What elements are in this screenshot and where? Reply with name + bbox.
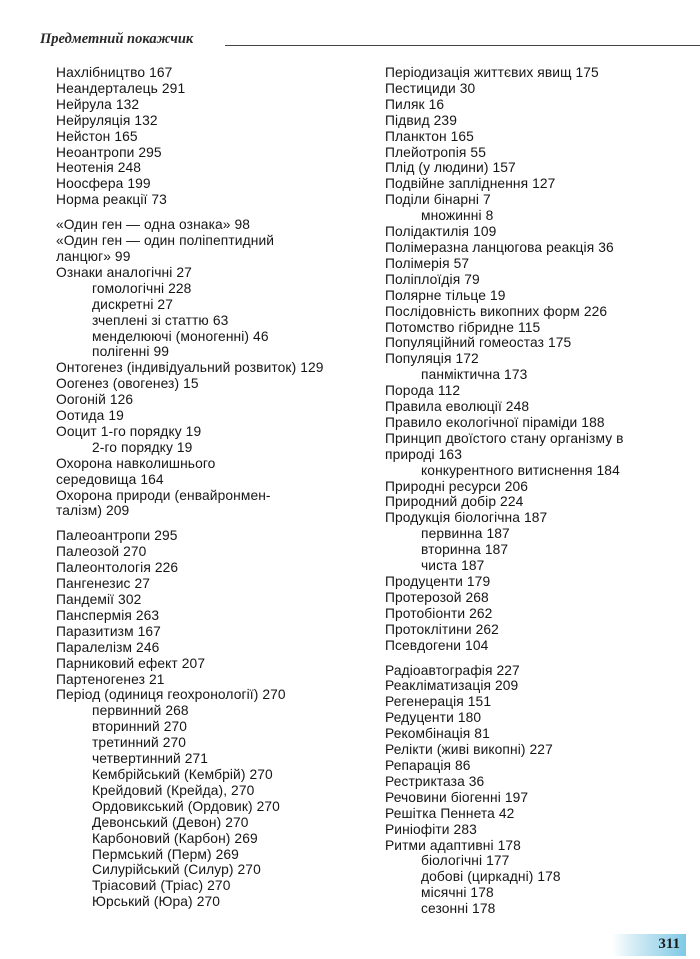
index-entry: Правило екологічної піраміди 188 xyxy=(385,414,605,430)
index-entry: Ооцит 1-го порядку 19 xyxy=(56,423,202,439)
index-entry: Полідактилія 109 xyxy=(385,224,497,240)
index-subentry: четвертинний 271 xyxy=(92,751,209,767)
index-entry: Репарація 86 xyxy=(385,757,471,773)
index-entry: «Один ген — один поліпептидний xyxy=(56,233,275,249)
index-entry: Оотида 19 xyxy=(56,408,124,424)
header-title: Предметний покажчик xyxy=(40,31,199,48)
index-entry: Рестриктаза 36 xyxy=(385,773,485,789)
index-subentry: місячні 178 xyxy=(421,885,494,901)
index-entry: Паралелізм 246 xyxy=(56,639,160,655)
index-subentry: чиста 187 xyxy=(421,558,485,574)
index-entry: Радіоавтографія 227 xyxy=(385,662,520,678)
index-entry: Парниковий ефект 207 xyxy=(56,655,206,671)
index-entry: Природний добір 224 xyxy=(385,494,524,510)
index-entry: Пандемії 302 xyxy=(56,592,142,607)
index-subentry: третинний 270 xyxy=(92,735,187,751)
index-entry: Плід (у людини) 157 xyxy=(385,160,516,176)
index-entry: природі 163 xyxy=(385,446,462,462)
index-entry: Псевдогени 104 xyxy=(385,637,489,653)
index-entry: Продуценти 179 xyxy=(385,574,491,589)
index-subentry: Тріасовий (Тріас) 270 xyxy=(92,878,231,894)
index-subentry: біологічні 177 xyxy=(421,853,510,869)
index-subentry: вторинна 187 xyxy=(421,542,509,558)
index-subentry: зчеплені зі статтю 63 xyxy=(92,312,229,328)
index-subentry: конкурентного витиснення 184 xyxy=(421,462,620,478)
index-entry: Плейотропія 55 xyxy=(385,144,486,160)
page-number-badge xyxy=(612,934,686,956)
index-entry: Ноосфера 199 xyxy=(56,176,151,192)
index-entry: Паразитизм 167 xyxy=(56,623,161,639)
index-subentry: дискретні 27 xyxy=(92,296,173,312)
index-entry: Оогоній 126 xyxy=(56,392,134,408)
index-subentry: первинний 268 xyxy=(92,703,189,719)
index-entry: Поліплоїдія 79 xyxy=(385,271,480,287)
index-entry: Палеоантропи 295 xyxy=(56,528,178,544)
index-entry: Палеонтологія 226 xyxy=(56,560,179,576)
index-column-right xyxy=(385,65,690,917)
index-subentry: Крейдовий (Крейда), 270 xyxy=(92,782,255,798)
index-entry: Нейрула 132 xyxy=(56,96,140,112)
index-entry: Порода 112 xyxy=(385,383,461,399)
index-entry: Неоантропи 295 xyxy=(56,144,162,160)
page-header xyxy=(40,31,700,53)
index-entry: Протоклітини 262 xyxy=(385,621,499,637)
index-entry: Полярне тільце 19 xyxy=(385,287,506,303)
index-entry: Панспермія 263 xyxy=(56,607,160,623)
index-subentry: Карбоновий (Карбон) 269 xyxy=(92,830,258,846)
index-entry: Неотенія 248 xyxy=(56,160,142,176)
index-entry: Періодизація життєвих явищ 175 xyxy=(385,65,599,80)
index-subentry: добові (циркадні) 178 xyxy=(421,869,561,885)
index-subentry: Ордовикський (Ордовик) 270 xyxy=(92,798,280,814)
index-entry: Онтогенез (індивідуальний розвиток) 129 xyxy=(56,360,324,376)
page-number: 311 xyxy=(658,936,680,952)
index-entry: Рекомбінація 81 xyxy=(385,726,490,742)
index-entry: талізм) 209 xyxy=(56,503,130,519)
index-entry: Охорона навколишнього xyxy=(56,455,216,471)
index-subentry: Девонський (Девон) 270 xyxy=(92,814,249,830)
index-entry: Протобіонти 262 xyxy=(385,605,493,621)
index-entry: Поділи бінарні 7 xyxy=(385,192,491,208)
index-entry: ланцюг» 99 xyxy=(56,248,131,264)
index-entry: Решітка Пеннета 42 xyxy=(385,805,515,821)
index-entry: Природні ресурси 206 xyxy=(385,478,529,494)
index-subentry: гомологічні 228 xyxy=(92,280,192,296)
index-subentry: Пермський (Перм) 269 xyxy=(92,846,239,862)
index-entry: Неандерталець 291 xyxy=(56,80,186,96)
index-subentry: полігенні 99 xyxy=(92,344,170,360)
index-entry: Охорона природи (енвайронмен- xyxy=(56,487,271,503)
index-subentry: сезонні 178 xyxy=(421,901,496,917)
index-entry: Популяційний гомеостаз 175 xyxy=(385,335,572,351)
index-entry: Потомство гібридне 115 xyxy=(385,319,541,335)
index-subentry: панміктична 173 xyxy=(421,367,528,383)
index-entry: Ритми адаптивні 178 xyxy=(385,837,521,853)
index-entry: Правила еволюції 248 xyxy=(385,399,530,415)
index-entry: Підвид 239 xyxy=(385,112,457,128)
index-subentry: первинна 187 xyxy=(421,526,510,542)
index-entry: Послідовність викопних форм 226 xyxy=(385,303,608,319)
header-rule xyxy=(225,45,700,46)
index-subentry: множинні 8 xyxy=(421,208,494,224)
index-entry: Регенерація 151 xyxy=(385,694,492,710)
index-entry: Період (одиниця геохронології) 270 xyxy=(56,687,286,703)
index-entry: Партеногенез 21 xyxy=(56,671,165,687)
index-entry: Нейстон 165 xyxy=(56,128,138,144)
index-entry: Популяція 172 xyxy=(385,351,479,367)
index-entry: Оогенез (овогенез) 15 xyxy=(56,376,199,392)
index-column-left xyxy=(56,65,376,910)
index-entry: Редуценти 180 xyxy=(385,710,482,726)
index-subentry: Силурійський (Силур) 270 xyxy=(92,862,261,878)
index-entry: Пангенезис 27 xyxy=(56,576,151,592)
index-entry: Полімеразна ланцюгова реакція 36 xyxy=(385,239,614,255)
index-entry: Риніофіти 283 xyxy=(385,821,477,837)
index-subentry: Кембрійський (Кембрій) 270 xyxy=(92,766,273,782)
index-entry: Речовини біогенні 197 xyxy=(385,789,529,805)
index-entry: Ознаки аналогічні 27 xyxy=(56,264,192,280)
index-entry: Продукція біологічна 187 xyxy=(385,510,548,526)
index-entry: Протерозой 268 xyxy=(385,589,489,605)
index-entry: Подвійне запліднення 127 xyxy=(385,176,556,192)
index-entry: Палеозой 270 xyxy=(56,544,147,560)
index-entry: середовища 164 xyxy=(56,471,164,487)
index-entry: Принцип двоїстого стану організму в xyxy=(385,430,624,446)
index-entry: «Один ген — одна ознака» 98 xyxy=(56,217,251,233)
index-subentry: 2-го порядку 19 xyxy=(92,439,193,455)
index-entry: Пестициди 30 xyxy=(385,80,476,96)
index-entry: Норма реакції 73 xyxy=(56,192,167,208)
index-subentry: менделюючі (моногенні) 46 xyxy=(92,328,269,344)
index-subentry: Юрський (Юра) 270 xyxy=(92,894,221,910)
index-entry: Пиляк 16 xyxy=(385,96,445,112)
index-subentry: вторинний 270 xyxy=(92,719,188,735)
index-entry: Реакліматизація 209 xyxy=(385,678,519,694)
index-entry: Нахлібництво 167 xyxy=(56,65,173,80)
index-entry: Релікти (живі викопні) 227 xyxy=(385,742,553,758)
index-entry: Планктон 165 xyxy=(385,128,474,144)
index-entry: Полімерія 57 xyxy=(385,255,470,271)
index-entry: Нейруляція 132 xyxy=(56,112,158,128)
